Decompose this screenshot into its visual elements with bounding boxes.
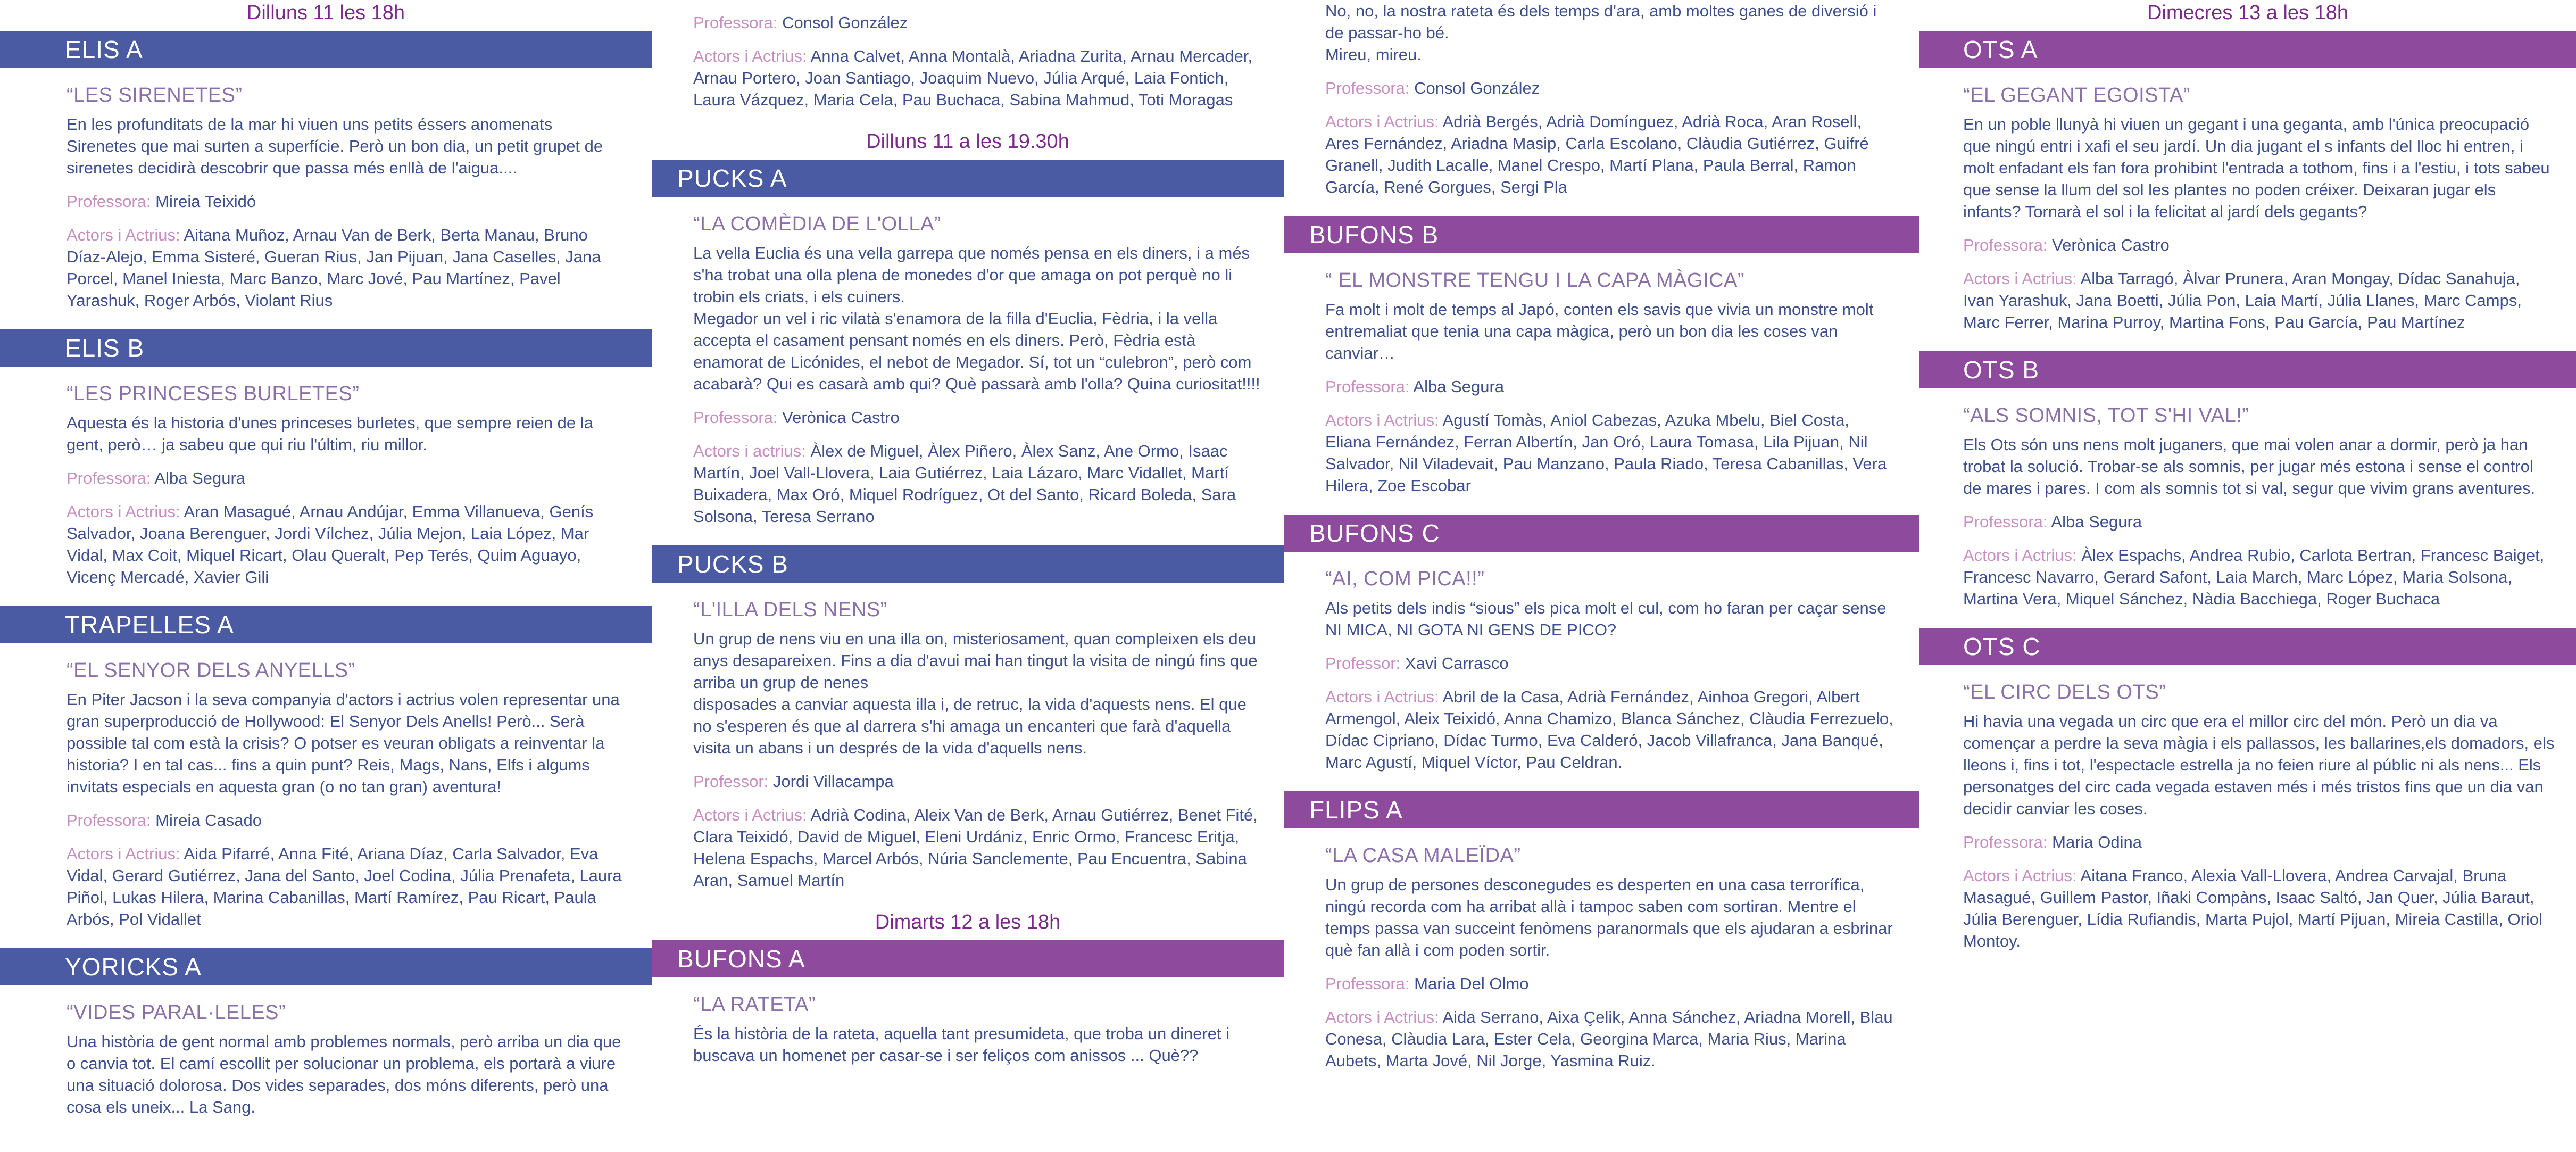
show-description: Un grup de persones desconegudes es desperten en una casa terrorífica, ningú recorda com ha arribat allà i tampoc saben com sortiran. Mentre el temps passa van succeint fenòmens paranormals que els ajudaran a esbrinar què fan allà i com poden sortir. bbox=[1325, 875, 1893, 959]
actors-line bbox=[1325, 111, 1898, 198]
teacher-line bbox=[693, 770, 1262, 792]
actors-label: Actors i Actrius: bbox=[67, 844, 180, 863]
teacher-name: Verònica Castro bbox=[2052, 236, 2170, 254]
actors-label: Actors i Actrius: bbox=[1963, 269, 2077, 288]
teacher-label: Professora: bbox=[1963, 236, 2048, 254]
actors-list: Abril de la Casa, Adrià Fernández, Ainhoa Gregori, Albert Armengol, Aleix Teixidó, Anna Chamizo, Blanca Sánchez, Clàudia Ferrezuelo, Dídac Cipriano, Dídac Turmo, Eva Calderó, Jacob Villafranca, Jana Banqué, Marc Agustí, Miquel Víctor, Pau Celdran. bbox=[1325, 687, 1893, 772]
teacher-line bbox=[1325, 652, 1898, 674]
actors-list: Anna Calvet, Anna Montalà, Ariadna Zurita, Arnau Mercader, Arnau Portero, Joan Santiago, Joaquim Nuevo, Júlia Arqué, Laia Fontich, Laura Vázquez, Maria Cela, Pau Buchaca, Sabina Mahmud, Toti Moragas bbox=[693, 47, 1253, 109]
show-description: Aquesta és la historia d'unes princeses burletes, que sempre reien de la gent, però… ja sabeu que qui riu l'últim, riu millor. bbox=[67, 413, 593, 454]
show-section bbox=[1284, 844, 1919, 1072]
column-4 bbox=[1919, 0, 2576, 1152]
show-description: No, no, la nostra rateta és dels temps d'ara, amb moltes ganes de diversió i de passar-ho bé. Mireu, mireu. bbox=[1325, 2, 1877, 64]
show-section bbox=[1919, 681, 2576, 952]
teacher-label: Professora: bbox=[693, 13, 778, 32]
show-section bbox=[0, 659, 652, 930]
teacher-label: Professora: bbox=[1325, 79, 1410, 97]
actors-list: Aida Serrano, Aixa Çelik, Anna Sánchez, Ariadna Morell, Blau Conesa, Clàudia Lara, Ester Cela, Georgina Marca, Maria Rius, Marina Aubets, Marta Jové, Nil Jorge, Yasmina Ruiz. bbox=[1325, 1008, 1893, 1070]
actors-line bbox=[1325, 409, 1898, 496]
teacher-name: Maria Del Olmo bbox=[1414, 974, 1529, 993]
teacher-name: Alba Segura bbox=[1413, 377, 1505, 396]
show-section bbox=[0, 1001, 652, 1118]
teacher-line bbox=[1963, 831, 2555, 853]
teacher-name: Xavi Carrasco bbox=[1405, 654, 1509, 673]
actors-list: Agustí Tomàs, Aniol Cabezas, Azuka Mbelu, Biel Costa, Eliana Fernández, Ferran Albertín, Jan Oró, Laura Tomasa, Lila Pijuan, Nil Salvador, Nil Viladevait, Pau Manzano, Paula Riado, Teresa Cabanillas, Vera Hilera, Zoe Escobar bbox=[1325, 411, 1887, 495]
actors-list: Àlex Espachs, Andrea Rubio, Carlota Bertran, Francesc Baiget, Francesc Navarro, Gerard Safont, Laia March, Marc López, Maria Solsona, Martina Vera, Miquel Sánchez, Nàdia Bacchiega, Roger Buchaca bbox=[1963, 546, 2545, 608]
show-section bbox=[0, 383, 652, 588]
show-section bbox=[1284, 568, 1919, 773]
teacher-line bbox=[67, 467, 625, 489]
section-gap bbox=[0, 930, 652, 948]
section-gap bbox=[1919, 952, 2576, 970]
section-gap bbox=[0, 311, 652, 329]
teacher-label: Professora: bbox=[67, 469, 151, 487]
group-bar: ELIS B bbox=[0, 329, 652, 367]
section-gap bbox=[652, 111, 1284, 129]
section-gap bbox=[1284, 496, 1919, 515]
teacher-name: Alba Segura bbox=[2051, 512, 2142, 531]
show-title: “ALS SOMNIS, TOT S'HI VAL!” bbox=[1963, 404, 2249, 427]
teacher-line bbox=[1325, 973, 1898, 994]
section-gap bbox=[1284, 1072, 1919, 1090]
actors-label: Actors i Actrius: bbox=[693, 806, 807, 824]
teacher-label: Professora: bbox=[1325, 974, 1410, 993]
teacher-line bbox=[1325, 376, 1898, 397]
teacher-name: Mireia Casado bbox=[155, 811, 262, 830]
actors-line bbox=[1325, 686, 1898, 773]
show-description: En Piter Jacson i la seva companyia d'actors i actrius volen representar una gran superproducció de Hollywood: El Senyor Dels Anells! Però... Serà possible tal com està la crisis? O potser es veuran obligats a reinventar la historia? I en tal cas... fins a quin punt? Reis, Mags, Nans, Elfs i algums invitats especials en aquesta gran (o no tan gran) aventura! bbox=[67, 690, 620, 796]
teacher-name: Consol González bbox=[1414, 79, 1540, 97]
show-title: “AI, COM PICA!!” bbox=[1325, 568, 1485, 590]
show-title: “L'ILLA DELS NENS” bbox=[693, 599, 887, 621]
teacher-label: Professora: bbox=[1963, 833, 2048, 851]
show-description: És la història de la rateta, aquella tant presumideta, que troba un dineret i buscava un homenet per casar-se i ser feliços com anissos ... Què?? bbox=[693, 1024, 1230, 1065]
show-title: “ EL MONSTRE TENGU I LA CAPA MÀGICA” bbox=[1325, 269, 1745, 292]
section-gap bbox=[1284, 198, 1919, 216]
actors-line bbox=[67, 501, 625, 588]
teacher-line bbox=[67, 809, 625, 831]
actors-label: Actors i Actrius: bbox=[693, 47, 807, 65]
actors-list: Alba Tarragó, Àlvar Prunera, Aran Mongay, Dídac Sanahuja, Ivan Yarashuk, Jana Boetti, Júlia Pon, Laia Martí, Júlia Llanes, Marc Camps, Marc Ferrer, Marina Purroy, Martina Fons, Pau García, Pau Martínez bbox=[1963, 269, 2522, 331]
show-title: “LES SIRENETES” bbox=[67, 84, 243, 106]
group-bar: OTS A bbox=[1919, 31, 2576, 68]
show-title: “EL CIRC DELS OTS” bbox=[1963, 681, 2166, 703]
actors-line bbox=[1325, 1006, 1898, 1072]
show-description: Un grup de nens viu en una illa on, misteriosament, quan compleixen els deu anys desapareixen. Fins a dia d'avui mai han tingut la visita de ningú fins que arriba un grup de nenes disposades a canviar aquesta illa i, de retruc, la vida d'aquests nens. El que no s'esperen és que al darrera s'hi amaga un encanteri que farà d'aquella visita un abans i un després de la vida d'aquells nens. bbox=[693, 629, 1258, 757]
actors-line bbox=[693, 440, 1262, 527]
teacher-line bbox=[693, 407, 1262, 428]
show-title: “LA COMÈDIA DE L'OLLA” bbox=[693, 213, 941, 235]
teacher-label: Professora: bbox=[1325, 377, 1410, 396]
actors-list: Adrià Codina, Aleix Van de Berk, Arnau Gutiérrez, Benet Fité, Clara Teixidó, David de Miguel, Eleni Urdániz, Enric Ormo, Francesc Eritja, Helena Espachs, Marcel Arbós, Núria Sanclemente, Pau Encuentra, Sabina Aran, Samuel Martín bbox=[693, 806, 1258, 890]
teacher-name: Alba Segura bbox=[154, 469, 246, 487]
teacher-label: Professora: bbox=[67, 192, 151, 211]
group-bar: BUFONS B bbox=[1284, 216, 1919, 253]
show-description: La vella Euclia és una vella garrepa que només pensa en els diners, i a més s'ha trobat una olla plena de monedes d'or que amaga on pot perquè no li trobin els criats, i els cuiners. Megador un vel i ric vilatà s'enamora de la filla d'Euclia, Fèdria, i la vella accepta el casament pensant només en els diners. Però, Fèdria està enamorat de Licónides, el nebot de Megador. Sí, tot un “culebron”, però com acabarà? Qui es casarà amb qui? Què passarà amb l'olla? Quina curiositat!!!! bbox=[693, 244, 1260, 393]
section-gap bbox=[652, 527, 1284, 545]
teacher-line bbox=[67, 190, 625, 212]
show-description: Hi havia una vegada un circ que era el millor circ del món. Però un dia va començar a perdre la seva màgia i els pallassos, les ballarines,els domadors, els lleons i, fins i tot, l'espectacle estrella ja no feien riure al públic ni als nens... Els personatges del circ cada vegada estaven més i més tristos fins que un dia van decidir canviar les coses. bbox=[1963, 712, 2555, 818]
actors-line bbox=[67, 843, 625, 930]
actors-list: Aitana Muñoz, Arnau Van de Berk, Berta Manau, Bruno Díaz-Alejo, Emma Sisteré, Gueran Rius, Jan Pijuan, Jana Caselles, Jana Porcel, Manel Iniesta, Marc Banzo, Marc Jové, Pau Martínez, Pavel Yarashuk, Roger Arbós, Violant Rius bbox=[67, 226, 601, 310]
actors-label: Actors i Actrius: bbox=[1963, 866, 2077, 885]
teacher-line bbox=[1963, 511, 2555, 533]
actors-list: Aran Masagué, Arnau Andújar, Emma Villanueva, Genís Salvador, Joana Berenguer, Jordi Vílchez, Júlia Mejon, Laia López, Mar Vidal, Max Coit, Miquel Ricart, Olau Queralt, Pep Terés, Quim Aguayo, Vicenç Mercadé, Xavier Gili bbox=[67, 502, 594, 586]
actors-line bbox=[67, 224, 625, 311]
teacher-line bbox=[1963, 234, 2555, 256]
show-title: “LES PRINCESES BURLETES” bbox=[67, 383, 360, 405]
actors-label: Actors i Actrius: bbox=[67, 226, 180, 244]
column-3 bbox=[1284, 0, 1919, 1152]
teacher-label: Professora: bbox=[1963, 512, 2048, 531]
actors-list: Adrià Bergés, Adrià Domínguez, Adrià Roca, Aran Rosell, Ares Fernández, Ariadna Masip, Carla Escolano, Clàudia Gutiérrez, Guifré Granell, Judith Lacalle, Manel Crespo, Martí Plana, Paula Berral, Ramon García, René Gorgues, Sergi Pla bbox=[1325, 112, 1869, 196]
actors-list: Aitana Franco, Alexia Vall-Llovera, Andrea Carvajal, Bruna Masagué, Guillem Pastor, Iñaki Compàns, Isaac Saltó, Jan Quer, Júlia Baraut, Júlia Berenguer, Lídia Rufiandis, Marta Pujol, Martí Pijuan, Mireia Castilla, Oriol Montoy. bbox=[1963, 866, 2542, 950]
show-section bbox=[1919, 84, 2576, 333]
show-section bbox=[652, 599, 1284, 891]
show-title: “VIDES PARAL·LELES” bbox=[67, 1001, 286, 1024]
section-gap bbox=[1919, 333, 2576, 351]
group-bar: TRAPELLES A bbox=[0, 606, 652, 643]
group-bar: YORICKS A bbox=[0, 948, 652, 985]
show-description: Fa molt i molt de temps al Japó, conten els savis que vivia un monstre molt entremaliat que tenia una capa màgica, però un bon dia les coses van canviar… bbox=[1325, 300, 1874, 362]
section-gap bbox=[652, 1066, 1284, 1084]
teacher-label: Professora: bbox=[693, 408, 778, 427]
section-gap bbox=[1284, 773, 1919, 791]
show-description: En les profunditats de la mar hi viuen uns petits éssers anomenats Sirenetes que mai surten a superfície. Però un bon dia, un petit grupet de sirenetes decidirà descobrir que passa més enllà de l'aigua.... bbox=[67, 115, 603, 177]
actors-line bbox=[1963, 544, 2555, 610]
teacher-name: Consol González bbox=[782, 13, 908, 32]
show-description: Els Ots són uns nens molt juganers, que mai volen anar a dormir, però ja han trobat la solució. Trobar-se als somnis, per jugar més estona i sense el control de mares i pares. I com als somnis tot si val, segur que vivim grans aventures. bbox=[1963, 435, 2536, 498]
section-gap bbox=[1919, 610, 2576, 628]
actors-list: Àlex de Miguel, Àlex Piñero, Àlex Sanz, Ane Ormo, Isaac Martín, Joel Vall-Llovera, Laia Gutiérrez, Laia Lázaro, Marc Vidallet, Martí Buixadera, Max Oró, Miquel Rodríguez, Ot del Santo, Ricard Boleda, Sara Solsona, Teresa Serrano bbox=[693, 442, 1236, 526]
group-bar: PUCKS B bbox=[652, 545, 1284, 583]
section-gap bbox=[0, 1118, 652, 1136]
teacher-label: Professora: bbox=[67, 811, 151, 830]
teacher-name: Jordi Villacampa bbox=[772, 772, 894, 791]
day-heading: Dimecres 13 a les 18h bbox=[2147, 2, 2349, 24]
actors-line bbox=[1963, 268, 2555, 333]
show-section bbox=[652, 12, 1284, 111]
actors-label: Actors i Actrius: bbox=[1325, 687, 1439, 706]
teacher-name: Mireia Teixidó bbox=[155, 192, 256, 211]
show-description: Una història de gent normal amb problemes normals, però arriba un dia que o canvia tot. El camí escollit per solucionar un problema, els portarà a viure una situació dolorosa. Dos vides separades, dos móns diferents, però una cosa els uneix... La Sang. bbox=[67, 1032, 621, 1116]
day-heading: Dilluns 11 les 18h bbox=[246, 2, 405, 24]
actors-label: Actors i actrius: bbox=[693, 442, 806, 460]
column-1 bbox=[0, 0, 652, 1152]
actors-line bbox=[1963, 865, 2555, 952]
day-heading: Dilluns 11 a les 19.30h bbox=[866, 130, 1069, 153]
show-title: “EL SENYOR DELS ANYELLS” bbox=[67, 659, 355, 682]
show-description: Als petits dels indis “sious” els pica molt el cul, com ho faran per caçar sense NI MICA, NI GOTA NI GENS DE PICO? bbox=[1325, 599, 1887, 639]
actors-line bbox=[693, 45, 1262, 111]
column-2 bbox=[652, 0, 1284, 1152]
actors-label: Actors i Actrius: bbox=[67, 502, 180, 521]
show-description: En un poble llunyà hi viuen un gegant i una geganta, amb l'única preocupació que ningú entri i xafi el seu jardí. Un dia jugant el s infants del lloc hi entren, i molt enfadant els fan fora prohibint l'entrada a tothom, fins i a l'estiu, i tots sabeu que sense la llum del sol les plantes no poden créixer. Deixaran jugar els infants? Tornarà el sol i la felicitat al jardí dels gegants? bbox=[1963, 115, 2550, 221]
actors-line bbox=[693, 804, 1262, 891]
show-section bbox=[1284, 269, 1919, 496]
teacher-label: Professor: bbox=[693, 772, 769, 791]
actors-label: Actors i Actrius: bbox=[1325, 411, 1439, 429]
actors-list: Aida Pifarré, Anna Fité, Ariana Díaz, Carla Salvador, Eva Vidal, Gerard Gutiérrez, Jana del Santo, Joel Codina, Júlia Prenafeta, Laura Piñol, Lukas Hilera, Marina Cabanillas, Martí Ramírez, Pau Ricart, Paula Arbós, Pol Vidallet bbox=[67, 844, 622, 929]
group-bar: OTS B bbox=[1919, 351, 2576, 388]
teacher-label: Professor: bbox=[1325, 654, 1401, 673]
actors-label: Actors i Actrius: bbox=[1325, 1008, 1439, 1026]
teacher-line bbox=[693, 12, 1262, 34]
teacher-name: Verònica Castro bbox=[782, 408, 900, 427]
group-bar: FLIPS A bbox=[1284, 791, 1919, 828]
teacher-line bbox=[1325, 77, 1898, 99]
actors-label: Actors i Actrius: bbox=[1325, 112, 1439, 131]
section-gap bbox=[652, 891, 1284, 909]
show-section bbox=[0, 84, 652, 311]
group-bar: BUFONS A bbox=[652, 940, 1284, 977]
day-heading: Dimarts 12 a les 18h bbox=[875, 911, 1061, 933]
teacher-name: Maria Odina bbox=[2052, 833, 2142, 851]
group-bar: ELIS A bbox=[0, 31, 652, 68]
group-bar: PUCKS A bbox=[652, 160, 1284, 197]
section-gap bbox=[0, 588, 652, 606]
group-bar: BUFONS C bbox=[1284, 515, 1919, 552]
show-section bbox=[1284, 0, 1919, 198]
show-section bbox=[1919, 404, 2576, 610]
show-title: “LA RATETA” bbox=[693, 993, 816, 1016]
actors-label: Actors i Actrius: bbox=[1963, 546, 2077, 565]
group-bar: OTS C bbox=[1919, 628, 2576, 665]
show-section bbox=[652, 213, 1284, 527]
show-title: “LA CASA MALEÏDA” bbox=[1325, 844, 1521, 867]
show-title: “EL GEGANT EGOISTA” bbox=[1963, 84, 2190, 106]
show-section bbox=[652, 993, 1284, 1066]
